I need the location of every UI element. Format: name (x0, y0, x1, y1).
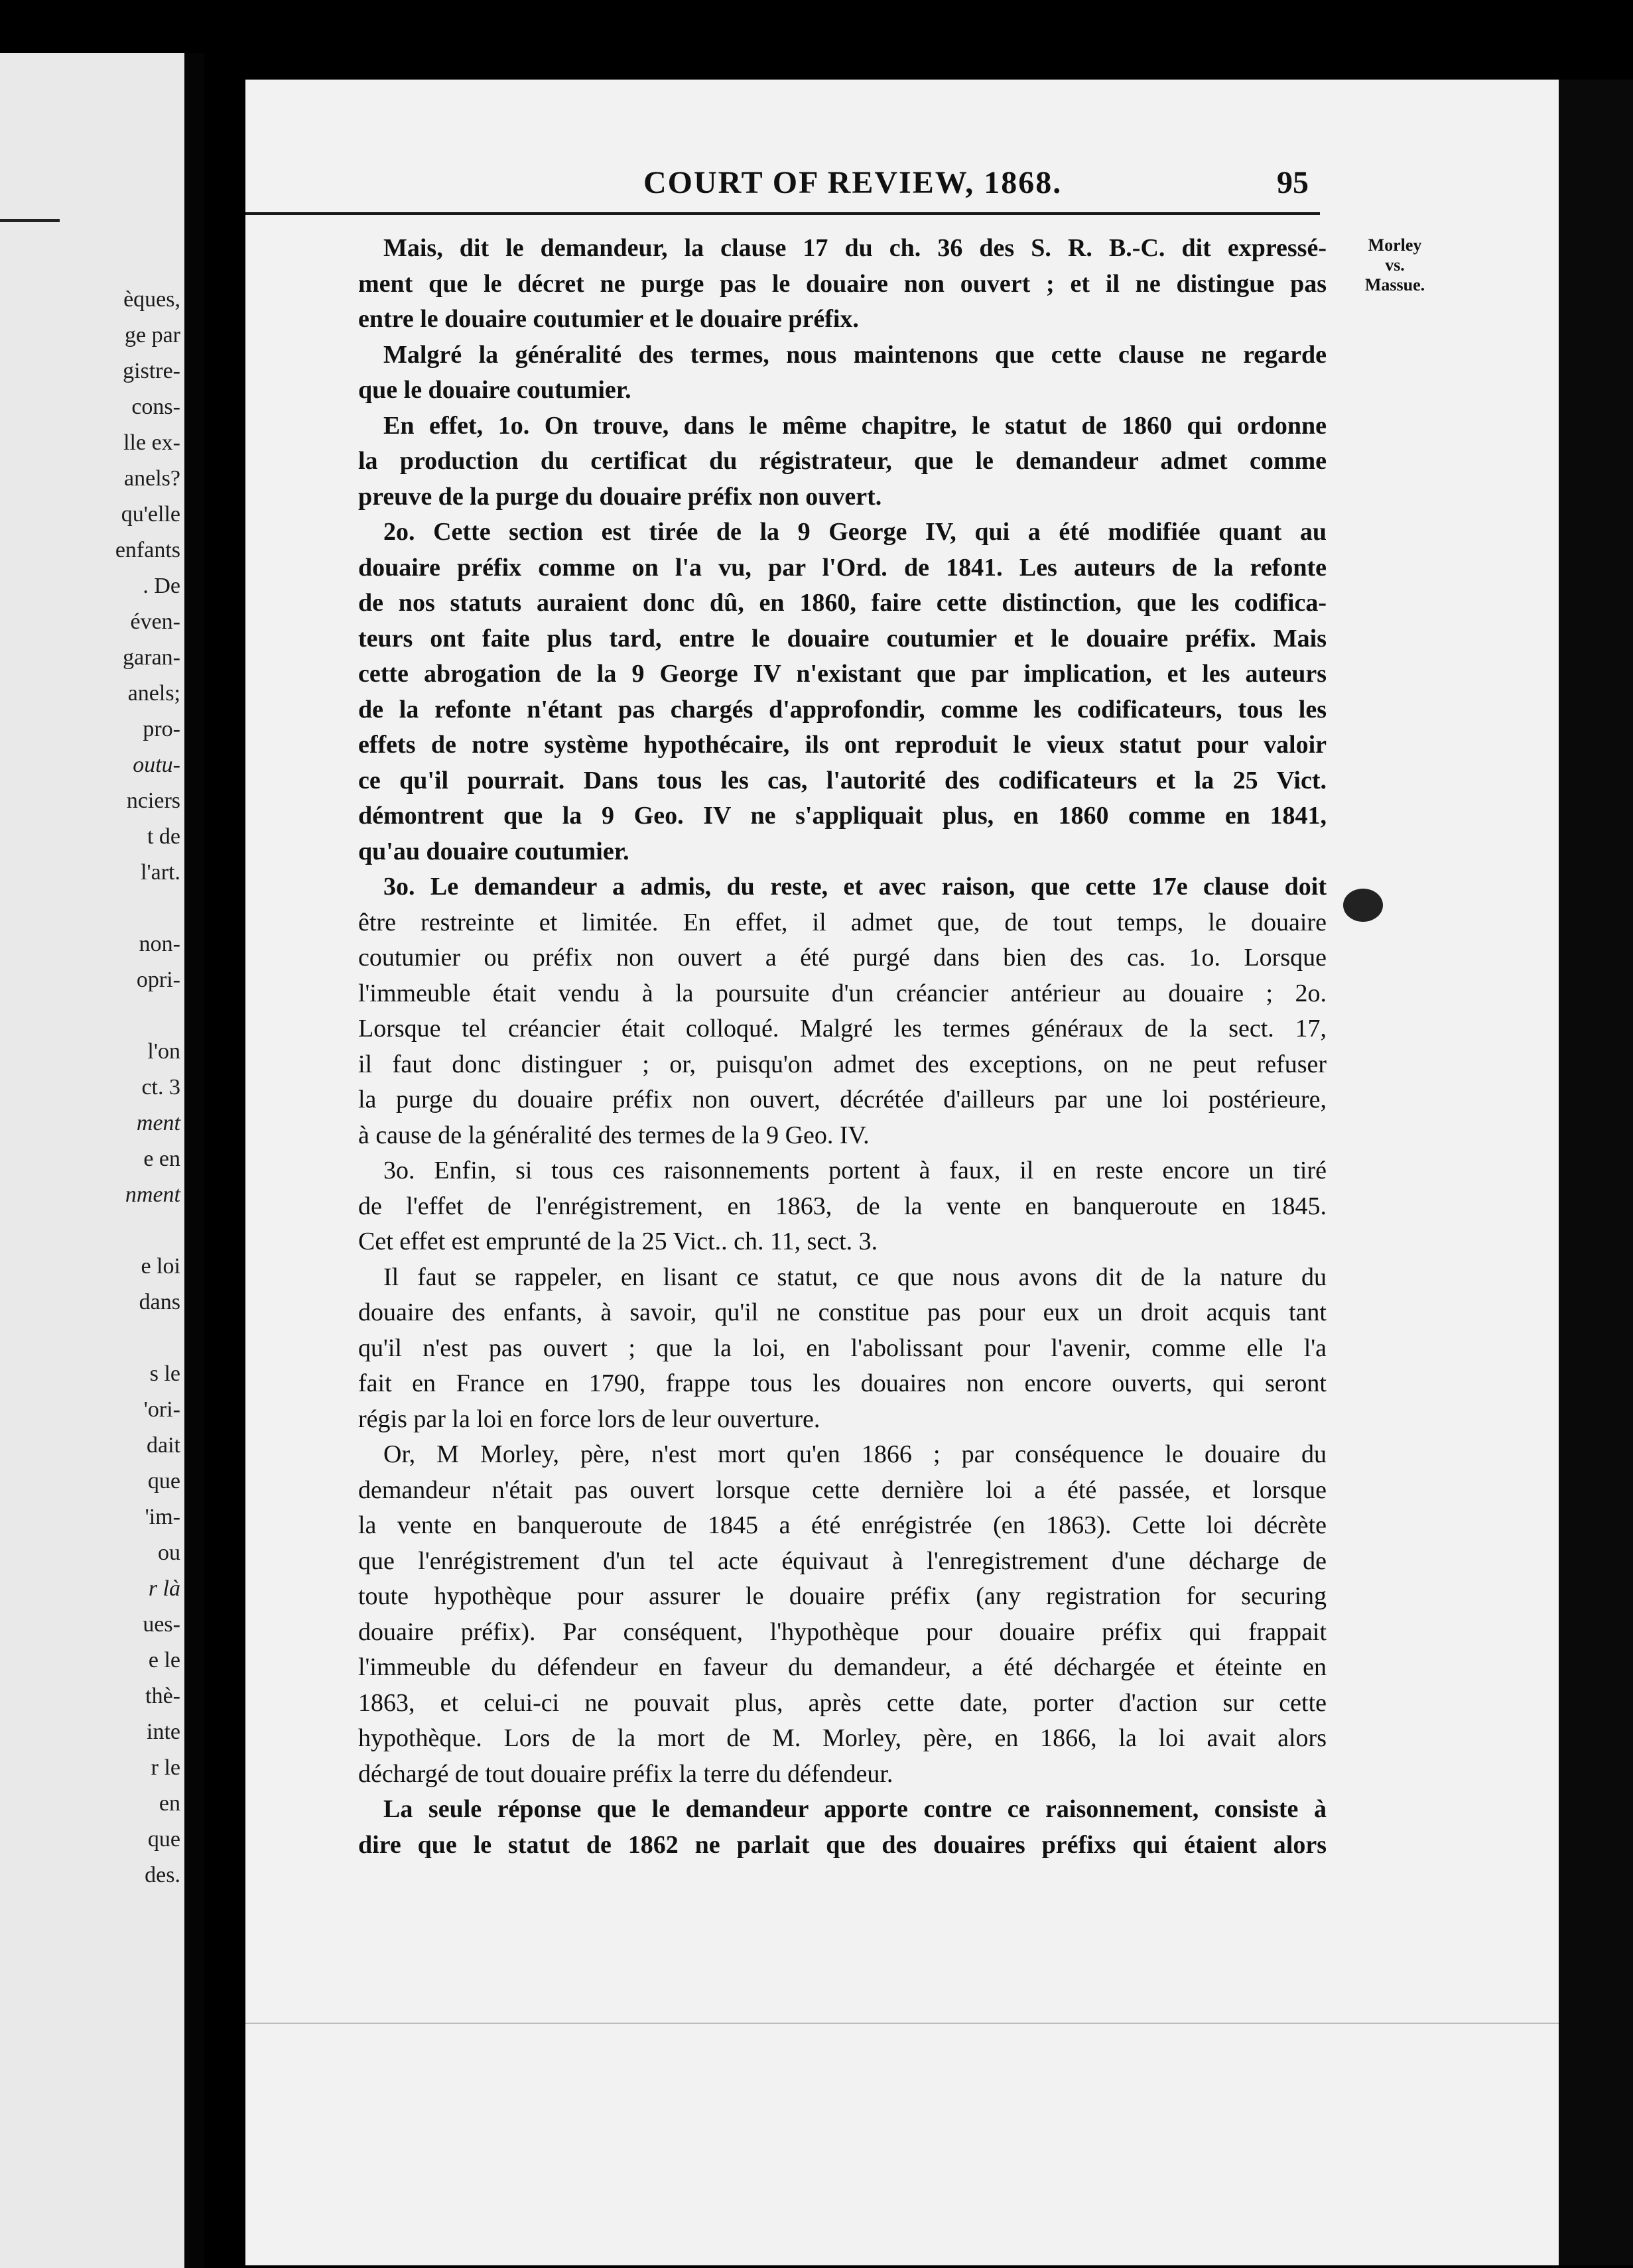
body-line: de nos statuts auraient donc dû, en 1860, faire cette distinction, que les codifica- (358, 589, 1327, 617)
body-line: la vente en banqueroute de 1845 a été enrégistrée (en 1863). Cette loi décrète (358, 1511, 1327, 1539)
left-fragment: gistre- (123, 359, 180, 383)
body-line: 3o. Enfin, si tous ces raisonnements portent à faux, il en reste encore un tiré (383, 1157, 1327, 1184)
left-fragment: outu- (133, 753, 180, 777)
left-fragment: dans (139, 1290, 180, 1314)
body-line: ce qu'il pourrait. Dans tous les cas, l'autorité des codificateurs et la 25 Vict. (358, 766, 1327, 794)
left-fragment: dait (147, 1433, 180, 1458)
body-line: Or, M Morley, père, n'est mort qu'en 1866 ; par conséquence le douaire du (383, 1440, 1327, 1468)
page-number: 95 (1277, 165, 1309, 200)
left-fragment: r le (151, 1755, 180, 1780)
left-fragment: pro- (143, 717, 180, 741)
body-line: teurs ont faite plus tard, entre le douaire coutumier et le douaire préfix. Mais (358, 624, 1327, 653)
body-line: cette abrogation de la 9 George IV n'existant que par implication, et les auteurs (358, 660, 1327, 688)
page-bottom-edge (245, 2023, 1559, 2024)
left-fragment: . De (143, 574, 180, 598)
left-page-fragment (0, 53, 184, 2268)
body-line: Malgré la généralité des termes, nous maintenons que cette clause ne regarde (383, 340, 1327, 369)
left-fragment: 'ori- (143, 1397, 180, 1422)
left-fragment: t de (147, 824, 180, 849)
body-line: de l'effet de l'enrégistrement, en 1863, de la vente en banqueroute en 1845. (358, 1192, 1327, 1220)
body-line: l'immeuble était vendu à la poursuite d'un créancier antérieur au douaire ; 2o. (358, 979, 1327, 1007)
left-fragment: ct. 3 (141, 1075, 180, 1100)
body-line: qu'au douaire coutumier. (358, 837, 629, 865)
body-line: 1863, et celui-ci ne pouvait plus, après cette date, porter d'action sur cette (358, 1688, 1327, 1717)
body-line: être restreinte et limitée. En effet, il admet que, de tout temps, le douaire (358, 908, 1327, 936)
body-line: 2o. Cette section est tirée de la 9 George IV, qui a été modifiée quant au (383, 518, 1327, 546)
left-fragment: e le (148, 1648, 180, 1672)
body-line: douaire préfix comme on l'a vu, par l'Ord. de 1841. Les auteurs de la refonte (358, 553, 1327, 582)
left-page-rule (0, 219, 60, 222)
left-fragment: l'on (147, 1039, 180, 1064)
body-line: entre le douaire coutumier et le douaire préfix. (358, 305, 859, 333)
body-text (358, 231, 1327, 1863)
left-fragment: èques, (123, 287, 180, 312)
main-page (245, 80, 1559, 2265)
left-fragment: inte (147, 1720, 180, 1744)
left-fragment: cons- (131, 395, 180, 419)
left-fragment: e loi (141, 1254, 180, 1279)
body-line: que l'enrégistrement d'un tel acte équivaut à l'enregistrement d'une décharge de (358, 1546, 1327, 1575)
body-line: En effet, 1o. On trouve, dans le même chapitre, le statut de 1860 qui ordonne (383, 411, 1327, 440)
left-fragment (0, 1213, 180, 1249)
left-fragment: anels? (124, 466, 180, 491)
left-fragment: enfants (115, 538, 180, 562)
left-fragment: opri- (136, 968, 180, 992)
left-page-text (0, 282, 180, 1893)
left-fragment (0, 998, 180, 1034)
left-fragment: ment (136, 1111, 180, 1135)
left-fragment: r là (148, 1576, 180, 1601)
left-fragment: nciers (126, 788, 180, 813)
body-line: dire que le statut de 1862 ne parlait que des douaires préfixs qui étaient alors (358, 1830, 1327, 1859)
body-line: démontrent que la 9 Geo. IV ne s'appliquait plus, en 1860 comme en 1841, (358, 802, 1327, 830)
left-fragment: ues- (143, 1612, 180, 1637)
body-line: La seule réponse que le demandeur apporte contre ce raisonnement, consiste à (383, 1795, 1327, 1823)
header-rule (245, 212, 1320, 215)
margin-note-line: Massue. (1364, 275, 1425, 294)
body-line: la production du certificat du régistrateur, que le demandeur admet comme (358, 447, 1327, 475)
body-line: Cet effet est emprunté de la 25 Vict.. ch. 11, sect. 3. (358, 1228, 878, 1255)
left-fragment: nment (125, 1182, 180, 1207)
body-line: demandeur n'était pas ouvert lorsque cette dernière loi a été passée, et lorsque (358, 1476, 1327, 1504)
body-line: à cause de la généralité des termes de la 9 Geo. IV. (358, 1121, 870, 1149)
margin-note (1352, 235, 1438, 295)
body-line: qu'il n'est pas ouvert ; que la loi, en l'abolissant pour l'avenir, comme elle l'a (358, 1334, 1327, 1362)
left-fragment: anels; (127, 681, 180, 706)
left-fragment: e en (143, 1147, 180, 1171)
margin-note-line: Morley (1368, 235, 1422, 255)
left-fragment: des. (145, 1863, 180, 1887)
left-fragment (0, 1320, 180, 1356)
left-fragment: lle ex- (123, 430, 180, 455)
left-fragment: que (147, 1469, 180, 1493)
left-fragment: ou (158, 1541, 180, 1565)
left-fragment: ge par (124, 323, 180, 347)
left-fragment: éven- (130, 609, 180, 634)
body-line: Lorsque tel créancier était colloqué. Malgré les termes généraux de la sect. 17, (358, 1015, 1327, 1042)
left-fragment (0, 891, 180, 926)
body-line: preuve de la purge du douaire préfix non ouvert. (358, 482, 882, 511)
body-line: Mais, dit le demandeur, la clause 17 du ch. 36 des S. R. B.-C. dit expressé- (383, 234, 1327, 262)
body-line: l'immeuble du défendeur en faveur du demandeur, a été déchargée et éteinte en (358, 1653, 1327, 1681)
running-title: COURT OF REVIEW, 1868. (643, 165, 1063, 200)
body-line: hypothèque. Lors de la mort de M. Morley, père, en 1866, la loi avait alors (358, 1724, 1327, 1752)
left-fragment: garan- (123, 645, 180, 670)
left-fragment: s le (149, 1361, 180, 1386)
body-line: que le douaire coutumier. (358, 376, 631, 404)
margin-note-line: vs. (1385, 255, 1405, 275)
body-line: il faut donc distinguer ; or, puisqu'on admet des exceptions, on ne peut refuser (358, 1050, 1327, 1078)
left-fragment: l'art. (141, 860, 180, 885)
body-line: douaire préfix). Par conséquent, l'hypothèque pour douaire préfix qui frappait (358, 1617, 1327, 1646)
book-gutter (184, 53, 204, 2268)
body-line: la purge du douaire préfix non ouvert, décrétée d'ailleurs par une loi postérieure, (358, 1086, 1327, 1113)
body-line: fait en France en 1790, frappe tous les douaires non encore ouverts, qui seront (358, 1369, 1327, 1397)
body-line: déchargé de tout douaire préfix la terre du défendeur. (358, 1759, 893, 1788)
page-header (245, 164, 1562, 204)
left-fragment: que (147, 1827, 180, 1852)
scan-right-edge (1559, 80, 1633, 2265)
body-line: douaire des enfants, à savoir, qu'il ne constitue pas pour eux un droit acquis tant (358, 1298, 1327, 1326)
body-line: toute hypothèque pour assurer le douaire préfix (any registration for securing (358, 1582, 1327, 1610)
body-line: effets de notre système hypothécaire, ils ont reproduit le vieux statut pour valoir (358, 731, 1327, 759)
ink-blot (1343, 889, 1383, 922)
left-fragment: non- (139, 932, 180, 956)
body-line: de la refonte n'étant pas chargés d'approfondir, comme les codificateurs, tous les (358, 695, 1327, 724)
body-line: ment que le décret ne purge pas le douaire non ouvert ; et il ne distingue pas (358, 269, 1327, 298)
left-fragment: thè- (145, 1684, 180, 1708)
left-fragment: 'im- (145, 1505, 180, 1529)
body-line: coutumier ou préfix non ouvert a été purgé dans bien des cas. 1o. Lorsque (358, 944, 1327, 972)
left-fragment: qu'elle (121, 502, 180, 527)
body-line: 3o. Le demandeur a admis, du reste, et avec raison, que cette 17e clause doit (383, 873, 1327, 901)
body-line: Il faut se rappeler, en lisant ce statut, ce que nous avons dit de la nature du (383, 1263, 1327, 1291)
body-line: régis par la loi en force lors de leur ouverture. (358, 1405, 820, 1433)
left-fragment: en (159, 1791, 180, 1816)
